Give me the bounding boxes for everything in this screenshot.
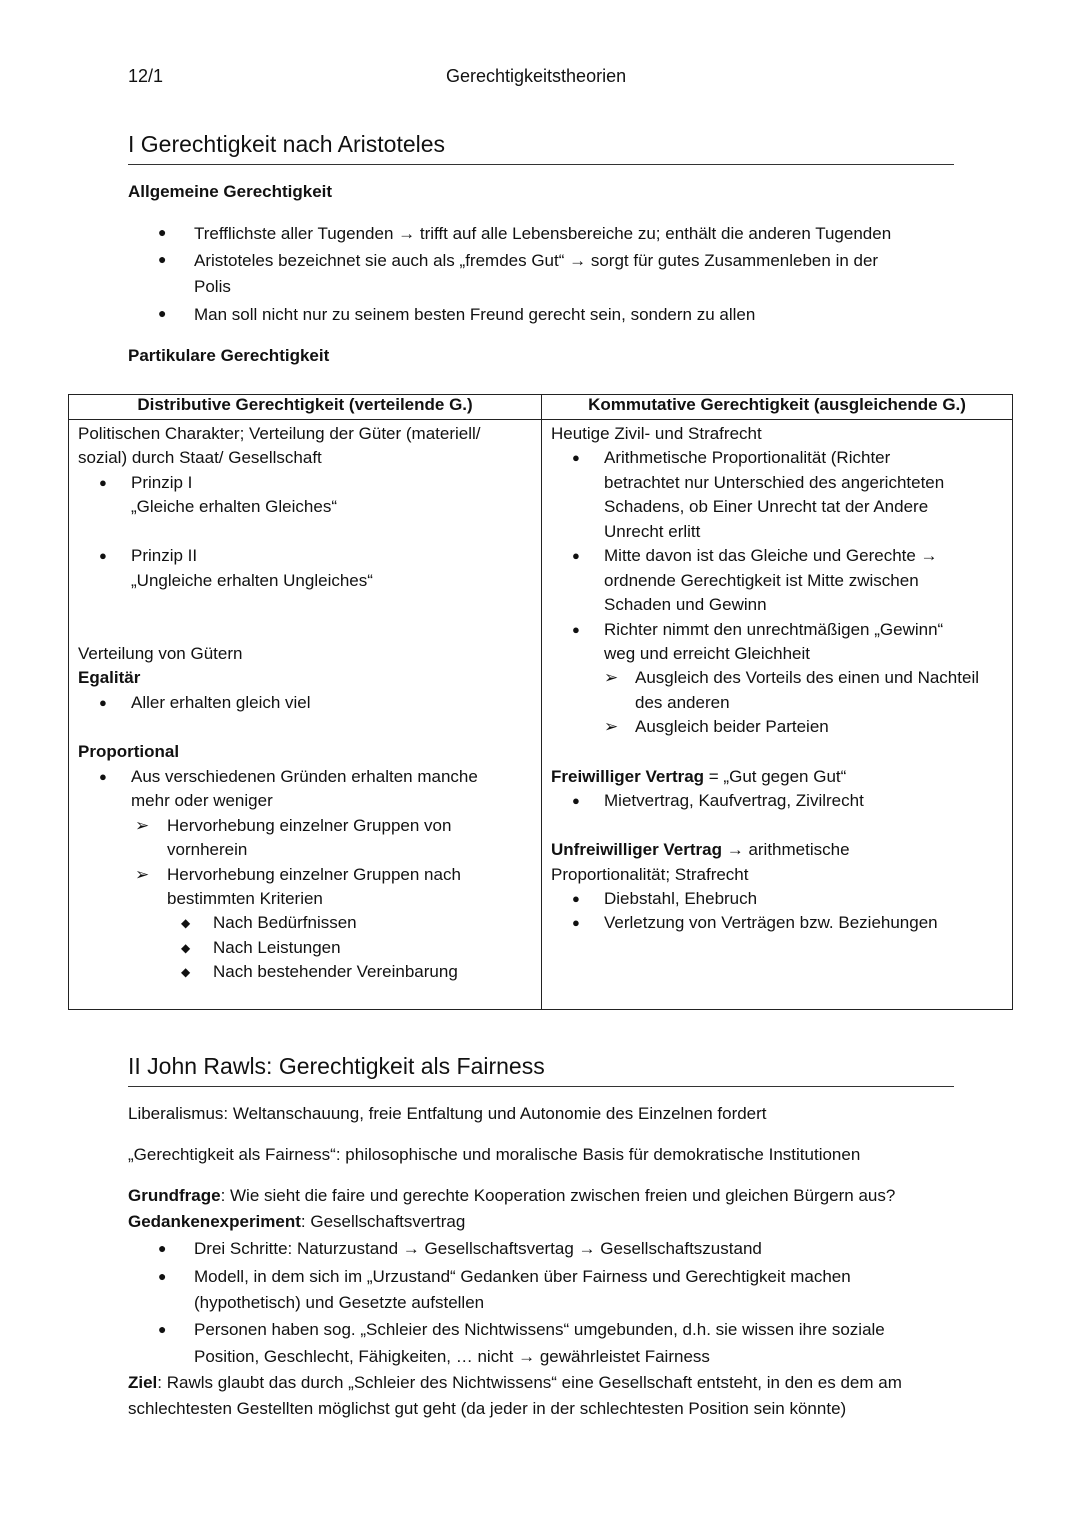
paragraph bbox=[128, 1371, 902, 1395]
distributive-header: Distributive Gerechtigkeit (verteilende G.) bbox=[69, 395, 542, 420]
cell-heading: Egalitär bbox=[78, 668, 141, 687]
experiment-label: Gedankenexperiment bbox=[128, 1212, 301, 1231]
cell-text bbox=[551, 765, 846, 790]
cell-text: Nach Bedürfnissen bbox=[213, 913, 357, 932]
cell-text: Nach bestehender Vereinbarung bbox=[213, 962, 458, 981]
bullet: ● bbox=[158, 1268, 167, 1284]
section-1-title: I Gerechtigkeit nach Aristoteles bbox=[128, 131, 954, 165]
arrow-bullet-icon: ➢ bbox=[604, 717, 619, 736]
cell-text: Schadens, ob Einer Unrecht tat der Andere bbox=[604, 497, 929, 516]
list-item: Position, Geschlecht, Fähigkeiten, … nicht → gewährleistet Fairness bbox=[194, 1347, 710, 1366]
cell-text: Nach Leistungen bbox=[213, 938, 341, 957]
section-2-title: II John Rawls: Gerechtigkeit als Fairness bbox=[128, 1053, 954, 1087]
list-item: Aristoteles bezeichnet sie auch als „fremdes Gut“ → sorgt für gutes Zusammenleben in der bbox=[194, 251, 879, 270]
cell-text: weg und erreicht Gleichheit bbox=[604, 644, 811, 663]
distributive-cell bbox=[69, 420, 541, 1008]
page-header-title: Gerechtigkeitstheorien bbox=[446, 66, 627, 86]
justice-table bbox=[68, 394, 1013, 1010]
list-item: Personen haben sog. „Schleier des Nichtwissens“ umgebunden, d.h. sie wissen ihre soziale bbox=[194, 1320, 885, 1339]
cell-text: „Ungleiche erhalten Ungleiches“ bbox=[131, 571, 373, 590]
goal-label: Ziel bbox=[128, 1373, 158, 1392]
cell-text: Ausgleich des Vorteils des einen und Nachteil bbox=[635, 668, 979, 687]
voluntary-contract-text: = „Gut gegen Gut“ bbox=[704, 767, 847, 786]
cell-text: ordnende Gerechtigkeit ist Mitte zwischen bbox=[604, 571, 919, 590]
list-item: Man soll nicht nur zu seinem besten Freund gerecht sein, sondern zu allen bbox=[194, 305, 756, 324]
question-text: : Wie sieht die faire und gerechte Kooperation zwischen freien und gleichen Bürgern aus? bbox=[220, 1186, 896, 1205]
bullet: ● bbox=[158, 1240, 167, 1256]
diamond-bullet-icon: ◆ bbox=[181, 916, 191, 930]
cell-text: Richter nimmt den unrechtmäßigen „Gewinn“ bbox=[604, 620, 944, 639]
question-label: Grundfrage bbox=[128, 1186, 221, 1205]
particular-heading: Partikulare Gerechtigkeit bbox=[128, 346, 330, 365]
page-number: 12/1 bbox=[128, 66, 164, 86]
cell-text: sozial) durch Staat/ Gesellschaft bbox=[78, 448, 322, 467]
paragraph: „Gerechtigkeit als Fairness“: philosophische und moralische Basis für demokratische Institutionen bbox=[128, 1145, 861, 1164]
bullet: ● bbox=[99, 769, 107, 784]
bullet: ● bbox=[99, 475, 107, 490]
list-item: (hypothetisch) und Gesetzte aufstellen bbox=[194, 1293, 485, 1312]
paragraph: Liberalismus: Weltanschauung, freie Entfaltung und Autonomie des Einzelnen fordert bbox=[128, 1104, 767, 1123]
bullet: ● bbox=[572, 548, 580, 563]
bullet: ● bbox=[99, 695, 107, 710]
cell-text: Aus verschiedenen Gründen erhalten manche bbox=[131, 767, 478, 786]
cell-text: des anderen bbox=[635, 693, 730, 712]
cell-text: Hervorhebung einzelner Gruppen von bbox=[167, 816, 452, 835]
cell-text: betrachtet nur Unterschied des angerichteten bbox=[604, 473, 945, 492]
cell-text: Politischen Charakter; Verteilung der Güter (materiell/ bbox=[78, 424, 481, 443]
bullet: ● bbox=[158, 251, 167, 267]
paragraph bbox=[128, 1210, 465, 1234]
commutative-cell bbox=[542, 420, 1012, 1008]
cell-text: Verteilung von Gütern bbox=[78, 644, 243, 663]
diamond-bullet-icon: ◆ bbox=[181, 941, 191, 955]
arrow-bullet-icon: ➢ bbox=[135, 816, 150, 835]
list-item: Trefflichste aller Tugenden → trifft auf alle Lebensbereiche zu; enthält die anderen Tugenden bbox=[194, 224, 892, 243]
cell-text: Heutige Zivil- und Strafrecht bbox=[551, 424, 762, 443]
cell-text: mehr oder weniger bbox=[131, 791, 273, 810]
cell-text: Ausgleich beider Parteien bbox=[635, 717, 829, 736]
goal-text: : Rawls glaubt das durch „Schleier des Nichtwissens“ eine Gesellschaft entsteht, in den es dem am bbox=[157, 1373, 902, 1392]
cell-text: Aller erhalten gleich viel bbox=[131, 693, 311, 712]
cell-text: Mietvertrag, Kaufvertrag, Zivilrecht bbox=[604, 791, 864, 810]
bullet: ● bbox=[572, 915, 580, 930]
bullet: ● bbox=[572, 891, 580, 906]
bullet: ● bbox=[572, 622, 580, 637]
cell-text bbox=[551, 838, 850, 863]
bullet: ● bbox=[572, 450, 580, 465]
arrow-bullet-icon: ➢ bbox=[604, 668, 619, 687]
commutative-header: Kommutative Gerechtigkeit (ausgleichende G.) bbox=[542, 395, 1013, 420]
bullet: ● bbox=[158, 224, 167, 240]
arrow-bullet-icon: ➢ bbox=[135, 865, 150, 884]
list-item: Modell, in dem sich im „Urzustand“ Gedanken über Fairness und Gerechtigkeit machen bbox=[194, 1267, 851, 1286]
bullet: ● bbox=[572, 793, 580, 808]
cell-text: „Gleiche erhalten Gleiches“ bbox=[131, 497, 337, 516]
paragraph: schlechtesten Gestellten möglichst gut geht (da jeder in der schlechtesten Position sein könnte) bbox=[128, 1399, 847, 1418]
bullet: ● bbox=[99, 548, 107, 563]
cell-heading: Proportional bbox=[78, 742, 180, 761]
experiment-text: : Gesellschaftsvertrag bbox=[300, 1212, 466, 1231]
list-item: Polis bbox=[194, 277, 231, 296]
general-heading: Allgemeine Gerechtigkeit bbox=[128, 182, 333, 201]
cell-text: Prinzip II bbox=[131, 546, 198, 565]
paragraph bbox=[128, 1184, 895, 1208]
diamond-bullet-icon: ◆ bbox=[181, 965, 191, 979]
cell-text: Diebstahl, Ehebruch bbox=[604, 889, 758, 908]
cell-text: Mitte davon ist das Gleiche und Gerechte → bbox=[604, 546, 938, 565]
cell-text: bestimmten Kriterien bbox=[167, 889, 323, 908]
cell-text: Verletzung von Verträgen bzw. Beziehungen bbox=[604, 913, 938, 932]
cell-text: Prinzip I bbox=[131, 473, 193, 492]
cell-text: Hervorhebung einzelner Gruppen nach bbox=[167, 865, 461, 884]
bullet: ● bbox=[158, 1321, 167, 1337]
cell-text: Arithmetische Proportionalität (Richter bbox=[604, 448, 891, 467]
cell-text: Schaden und Gewinn bbox=[604, 595, 767, 614]
cell-text: Proportionalität; Strafrecht bbox=[551, 865, 749, 884]
cell-text: Unrecht erlitt bbox=[604, 522, 701, 541]
bullet: ● bbox=[158, 305, 167, 321]
voluntary-contract-label: Freiwilliger Vertrag bbox=[551, 767, 705, 786]
involuntary-contract-text: → arithmetische bbox=[722, 840, 850, 859]
involuntary-contract-label: Unfreiwilliger Vertrag bbox=[551, 840, 722, 859]
cell-text: vornherein bbox=[167, 840, 248, 859]
list-item: Drei Schritte: Naturzustand → Gesellschaftsvertag → Gesellschaftszustand bbox=[194, 1239, 762, 1258]
